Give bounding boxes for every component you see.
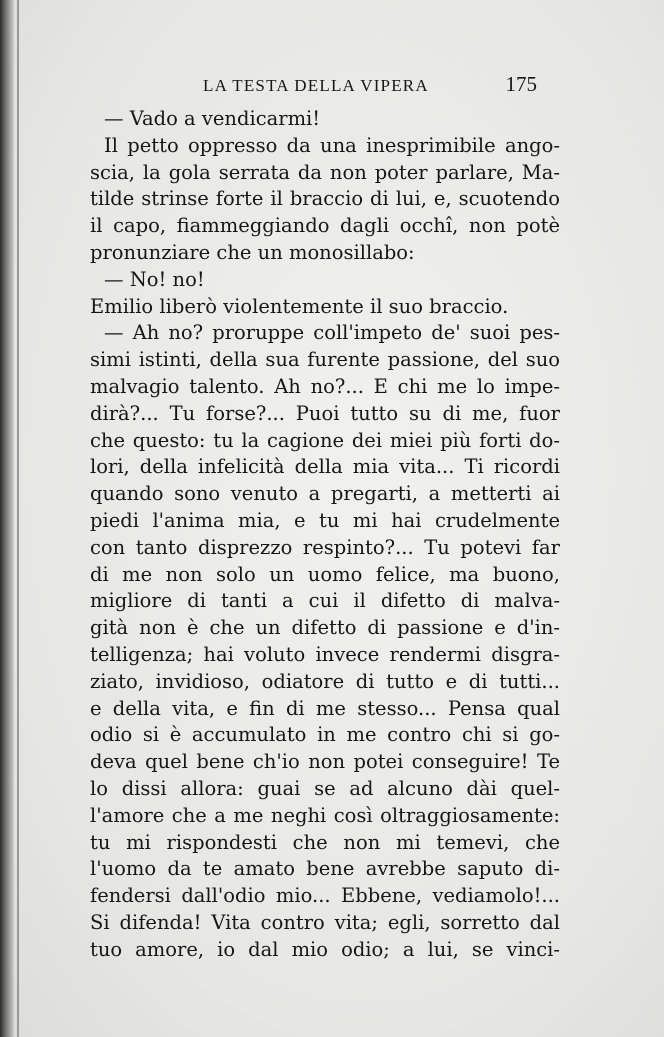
book-spine-shadow bbox=[0, 0, 14, 1037]
text-line: Il petto oppresso da una inesprimibile ango- bbox=[104, 133, 560, 157]
text-line: l'uomo da te amato bene avrebbe saputo di- bbox=[90, 857, 560, 881]
text-line: il capo, fiammeggiando dagli occhî, non potè bbox=[90, 214, 560, 238]
page-number: 175 bbox=[505, 72, 537, 96]
text-line: ziato, invidioso, odiatore di tutto e di tutti... bbox=[90, 669, 560, 693]
page-edge-line bbox=[17, 0, 19, 1037]
text-line: gità non è che un difetto di passione e d'in- bbox=[90, 616, 560, 640]
page-header bbox=[95, 72, 557, 100]
text-line: — Ah no? proruppe coll'impeto de' suoi pes- bbox=[104, 321, 560, 345]
text-line: piedi l'anima mia, e tu mi hai crudelmente bbox=[90, 508, 560, 532]
text-line: tilde strinse forte il braccio di lui, e, scuotendo bbox=[90, 187, 560, 211]
text-line: fendersi dall'odio mio... Ebbene, vediamolo!... bbox=[90, 884, 560, 908]
text-line: e della vita, e fin di me stesso... Pensa qual bbox=[90, 696, 560, 720]
text-line: tu mi rispondesti che non mi temevi, che bbox=[90, 830, 560, 854]
running-title: LA TESTA DELLA VIPERA bbox=[203, 76, 429, 95]
text-line: di me non solo un uomo felice, ma buono, bbox=[90, 562, 560, 586]
text-line: odio si è accumulato in me contro chi si go- bbox=[90, 723, 560, 747]
text-line: deva quel bene ch'io non potei conseguire! Te bbox=[90, 750, 560, 774]
text-line: Emilio liberò violentemente il suo braccio. bbox=[90, 294, 509, 318]
text-line: scia, la gola serrata da non poter parlare, Ma- bbox=[90, 160, 560, 184]
text-line: Si difenda! Vita contro vita; egli, sorretto dal bbox=[90, 910, 560, 934]
text-line: con tanto disprezzo respinto?... Tu potevi far bbox=[90, 535, 560, 559]
text-line: telligenza; hai voluto invece rendermi disgra- bbox=[90, 642, 560, 666]
text-line: simi istinti, della sua furente passione, del suo bbox=[90, 348, 560, 372]
text-line: l'amore che a me neghi così oltraggiosamente: bbox=[90, 803, 560, 827]
text-line: pronunziare che un monosillabo: bbox=[90, 240, 415, 264]
text-line: lo dissi allora: guai se ad alcuno dài quel- bbox=[90, 776, 560, 800]
text-line: lori, della infelicità della mia vita... Ti ricordi bbox=[90, 455, 560, 479]
text-line: tuo amore, io dal mio odio; a lui, se vinci- bbox=[90, 937, 560, 961]
text-line: dirà?... Tu forse?... Puoi tutto su di me, fuor bbox=[90, 401, 560, 425]
text-line: malvagio talento. Ah no?... E chi me lo impe- bbox=[90, 374, 560, 398]
body-text bbox=[90, 106, 560, 964]
text-line: — No! no! bbox=[104, 267, 205, 291]
text-line: migliore di tanti a cui il difetto di malva- bbox=[90, 589, 560, 613]
text-line: — Vado a vendicarmi! bbox=[104, 107, 321, 130]
text-line: quando sono venuto a pregarti, a metterti ai bbox=[90, 482, 560, 506]
text-line: che questo: tu la cagione dei miei più forti do- bbox=[90, 428, 560, 452]
